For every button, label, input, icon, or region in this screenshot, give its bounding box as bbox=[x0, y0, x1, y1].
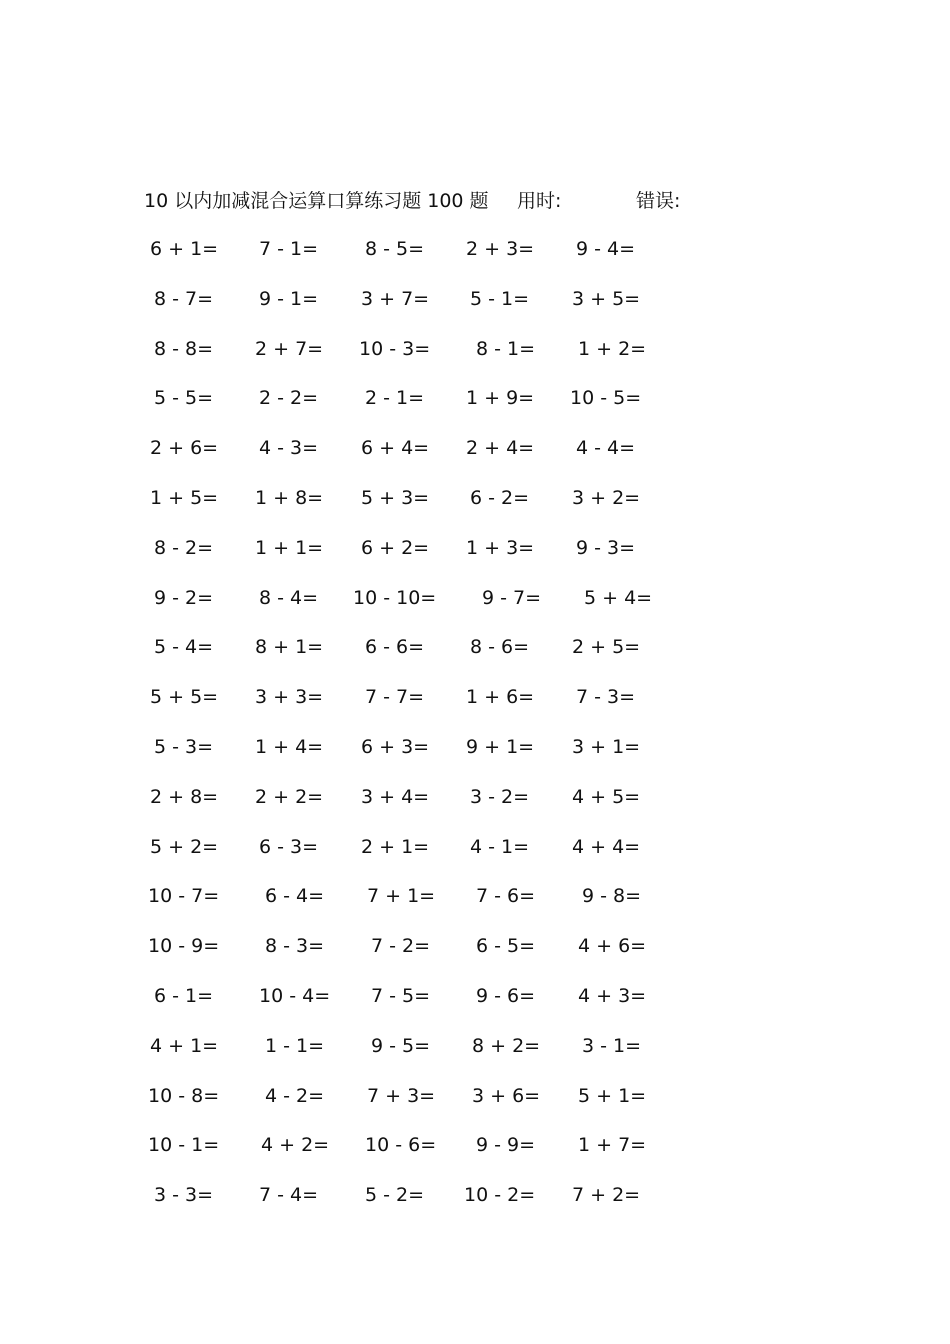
math-problem: 8 - 4= bbox=[259, 587, 319, 609]
math-problem: 6 + 4= bbox=[361, 437, 430, 459]
math-problem: 4 - 1= bbox=[470, 836, 530, 858]
math-problem: 10 - 4= bbox=[259, 985, 331, 1007]
math-problem: 7 - 4= bbox=[259, 1184, 319, 1206]
math-problem: 10 - 6= bbox=[365, 1134, 437, 1156]
math-problem: 4 - 2= bbox=[265, 1085, 325, 1107]
math-problem: 5 + 5= bbox=[150, 686, 219, 708]
math-problem: 2 + 5= bbox=[572, 636, 641, 658]
math-problem: 2 + 6= bbox=[150, 437, 219, 459]
math-problem: 8 - 6= bbox=[470, 636, 530, 658]
math-problem: 4 + 4= bbox=[572, 836, 641, 858]
math-problem: 5 - 5= bbox=[154, 387, 214, 409]
math-problem: 9 - 6= bbox=[476, 985, 536, 1007]
math-problem: 2 + 4= bbox=[466, 437, 535, 459]
math-problem: 4 - 3= bbox=[259, 437, 319, 459]
math-problem: 4 + 6= bbox=[578, 935, 647, 957]
math-problem: 7 - 5= bbox=[371, 985, 431, 1007]
math-problem: 8 - 8= bbox=[154, 338, 214, 360]
math-problem: 7 - 3= bbox=[576, 686, 636, 708]
math-problem: 7 - 6= bbox=[476, 885, 536, 907]
math-problem: 2 - 1= bbox=[365, 387, 425, 409]
math-problem: 1 + 2= bbox=[578, 338, 647, 360]
math-problem: 3 + 6= bbox=[472, 1085, 541, 1107]
math-problem: 9 - 9= bbox=[476, 1134, 536, 1156]
math-problem: 4 - 4= bbox=[576, 437, 636, 459]
math-problem: 10 - 3= bbox=[359, 338, 431, 360]
math-problem: 3 + 4= bbox=[361, 786, 430, 808]
math-problem: 3 + 3= bbox=[255, 686, 324, 708]
math-problem: 9 - 8= bbox=[582, 885, 642, 907]
math-problem: 7 + 2= bbox=[572, 1184, 641, 1206]
math-problem: 10 - 5= bbox=[570, 387, 642, 409]
math-problem: 6 - 6= bbox=[365, 636, 425, 658]
math-problem: 7 + 1= bbox=[367, 885, 436, 907]
math-problem: 9 - 7= bbox=[482, 587, 542, 609]
math-problem: 6 - 5= bbox=[476, 935, 536, 957]
math-problem: 6 - 3= bbox=[259, 836, 319, 858]
math-problem: 1 + 4= bbox=[255, 736, 324, 758]
math-problem: 1 + 3= bbox=[466, 537, 535, 559]
math-problem: 9 - 3= bbox=[576, 537, 636, 559]
math-problem: 7 - 2= bbox=[371, 935, 431, 957]
math-problem: 8 - 1= bbox=[476, 338, 536, 360]
math-problem: 9 - 5= bbox=[371, 1035, 431, 1057]
math-problem: 2 + 3= bbox=[466, 238, 535, 260]
math-problem: 3 + 1= bbox=[572, 736, 641, 758]
math-problem: 10 - 8= bbox=[148, 1085, 220, 1107]
math-problem: 1 - 1= bbox=[265, 1035, 325, 1057]
math-problem: 6 - 1= bbox=[154, 985, 214, 1007]
math-problem: 10 - 1= bbox=[148, 1134, 220, 1156]
math-problem: 3 - 3= bbox=[154, 1184, 214, 1206]
math-problem: 9 - 1= bbox=[259, 288, 319, 310]
math-problem: 7 + 3= bbox=[367, 1085, 436, 1107]
math-problem: 9 - 4= bbox=[576, 238, 636, 260]
worksheet-title: 10 以内加减混合运算口算练习题 100 题 bbox=[144, 190, 489, 212]
math-problem: 7 - 7= bbox=[365, 686, 425, 708]
error-count-label: 错误: bbox=[636, 190, 681, 212]
math-problem: 3 - 1= bbox=[582, 1035, 642, 1057]
math-problem: 1 + 5= bbox=[150, 487, 219, 509]
math-problem: 5 - 4= bbox=[154, 636, 214, 658]
math-problem: 6 - 2= bbox=[470, 487, 530, 509]
math-problem: 5 + 1= bbox=[578, 1085, 647, 1107]
math-problem: 8 - 7= bbox=[154, 288, 214, 310]
math-problem: 4 + 3= bbox=[578, 985, 647, 1007]
math-problem: 6 + 3= bbox=[361, 736, 430, 758]
math-problem: 9 + 1= bbox=[466, 736, 535, 758]
math-problem: 2 - 2= bbox=[259, 387, 319, 409]
math-problem: 8 - 5= bbox=[365, 238, 425, 260]
math-problem: 1 + 7= bbox=[578, 1134, 647, 1156]
math-problem: 4 + 5= bbox=[572, 786, 641, 808]
math-problem: 10 - 7= bbox=[148, 885, 220, 907]
math-problem: 10 - 9= bbox=[148, 935, 220, 957]
math-problem: 5 + 3= bbox=[361, 487, 430, 509]
math-problem: 5 + 4= bbox=[584, 587, 653, 609]
math-problem: 3 + 7= bbox=[361, 288, 430, 310]
math-problem: 1 + 8= bbox=[255, 487, 324, 509]
math-problem: 6 - 4= bbox=[265, 885, 325, 907]
math-problem: 1 + 9= bbox=[466, 387, 535, 409]
math-problem: 4 + 1= bbox=[150, 1035, 219, 1057]
math-problem: 5 - 3= bbox=[154, 736, 214, 758]
math-problem: 2 + 7= bbox=[255, 338, 324, 360]
math-problem: 8 - 2= bbox=[154, 537, 214, 559]
math-problem: 4 + 2= bbox=[261, 1134, 330, 1156]
math-problem: 1 + 6= bbox=[466, 686, 535, 708]
math-problem: 2 + 1= bbox=[361, 836, 430, 858]
math-problem: 10 - 10= bbox=[353, 587, 437, 609]
math-problem: 8 + 1= bbox=[255, 636, 324, 658]
math-problem: 2 + 8= bbox=[150, 786, 219, 808]
math-problem: 5 - 2= bbox=[365, 1184, 425, 1206]
math-problem: 10 - 2= bbox=[464, 1184, 536, 1206]
math-problem: 7 - 1= bbox=[259, 238, 319, 260]
math-problem: 9 - 2= bbox=[154, 587, 214, 609]
math-problem: 6 + 1= bbox=[150, 238, 219, 260]
math-problem: 6 + 2= bbox=[361, 537, 430, 559]
math-problem: 5 + 2= bbox=[150, 836, 219, 858]
math-problem: 1 + 1= bbox=[255, 537, 324, 559]
math-problem: 5 - 1= bbox=[470, 288, 530, 310]
time-used-label: 用时: bbox=[517, 190, 562, 212]
math-problem: 3 + 2= bbox=[572, 487, 641, 509]
math-problem: 3 - 2= bbox=[470, 786, 530, 808]
math-problem: 8 + 2= bbox=[472, 1035, 541, 1057]
math-problem: 8 - 3= bbox=[265, 935, 325, 957]
math-problem: 3 + 5= bbox=[572, 288, 641, 310]
math-problem: 2 + 2= bbox=[255, 786, 324, 808]
